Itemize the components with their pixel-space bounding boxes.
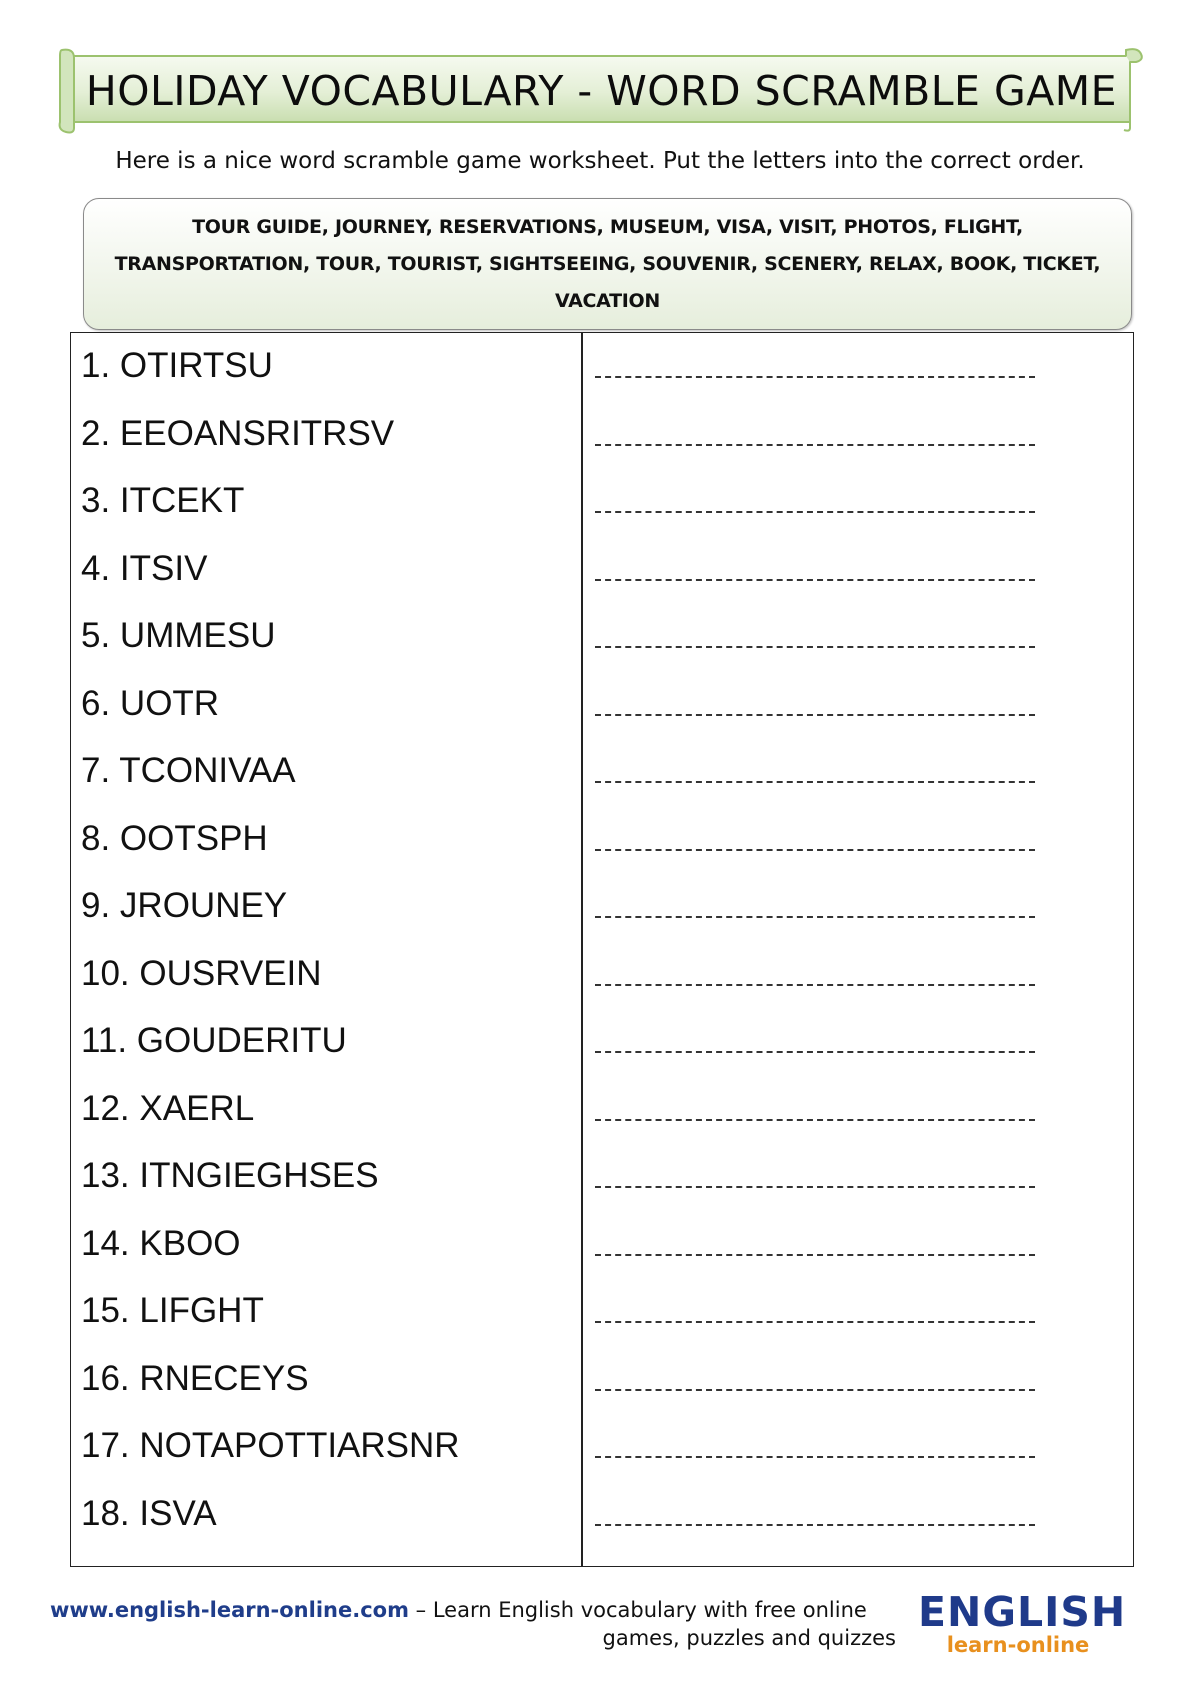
scrambled-word: 11. GOUDERITU	[81, 1021, 347, 1060]
answer-line[interactable]	[595, 1456, 1035, 1458]
answer-line[interactable]	[595, 1389, 1035, 1391]
english-learn-online-logo[interactable]	[918, 1588, 1127, 1660]
scramble-row	[71, 608, 1135, 675]
scramble-row	[71, 1216, 1135, 1283]
answer-line[interactable]	[595, 1051, 1035, 1053]
scramble-row	[71, 676, 1135, 743]
scramble-row	[71, 338, 1135, 405]
scrambled-word: 9. JROUNEY	[81, 886, 288, 925]
answer-line[interactable]	[595, 984, 1035, 986]
scrambled-word: 17. NOTAPOTTIARSNR	[81, 1426, 460, 1465]
scramble-row	[71, 946, 1135, 1013]
answer-line[interactable]	[595, 376, 1035, 378]
word-bank-list: TOUR GUIDE, JOURNEY, RESERVATIONS, MUSEUM, VISA, VISIT, PHOTOS, FLIGHT, TRANSPORTATION, TOUR, TOURIST, SIGHTSEEING, SOUVENIR, SCENERY, RELAX, BOOK, TICKET, VACATION	[114, 215, 1101, 312]
scrambled-word: 1. OTIRTSU	[81, 346, 273, 385]
logo-sub-text: learn-online	[946, 1633, 1090, 1657]
scramble-row	[71, 1013, 1135, 1080]
answer-line[interactable]	[595, 579, 1035, 581]
footer-text	[50, 1596, 900, 1652]
scrambled-word: 13. ITNGIEGHSES	[81, 1156, 379, 1195]
answer-line[interactable]	[595, 849, 1035, 851]
word-bank-box	[83, 198, 1132, 330]
answer-line[interactable]	[595, 1186, 1035, 1188]
scrambled-word: 14. KBOO	[81, 1223, 241, 1263]
footer-url-link[interactable]: www.english-learn-online.com	[50, 1598, 409, 1622]
answer-line[interactable]	[595, 646, 1035, 648]
scrambled-word: 5. UMMESU	[81, 616, 276, 655]
logo-main-text: ENGLISH	[918, 1588, 1127, 1636]
intro-text: Here is a nice word scramble game worksheet. Put the letters into the correct order.	[115, 148, 1085, 174]
scrambled-word: 18. ISVA	[81, 1493, 217, 1533]
answer-line[interactable]	[595, 511, 1035, 513]
scramble-row	[71, 1418, 1135, 1485]
scrambled-word: 7. TCONIVAA	[81, 751, 296, 790]
answer-line[interactable]	[595, 1321, 1035, 1323]
scramble-row	[71, 811, 1135, 878]
scramble-row	[71, 1351, 1135, 1418]
footer-tagline-2: games, puzzles and quizzes	[602, 1626, 896, 1650]
scrambled-word: 2. EEOANSRITRSV	[81, 413, 395, 453]
scramble-row	[71, 1081, 1135, 1148]
scramble-row	[71, 406, 1135, 473]
scramble-row	[71, 1486, 1135, 1553]
scramble-row	[71, 1283, 1135, 1350]
page-title: HOLIDAY VOCABULARY - WORD SCRAMBLE GAME	[85, 67, 1118, 115]
scrambled-word: 16. RNECEYS	[81, 1358, 309, 1398]
scramble-row	[71, 878, 1135, 945]
scramble-row	[71, 743, 1135, 810]
answer-line[interactable]	[595, 444, 1035, 446]
scramble-row	[71, 541, 1135, 608]
answer-line[interactable]	[595, 1524, 1035, 1526]
answer-line[interactable]	[595, 781, 1035, 783]
answer-line[interactable]	[595, 1254, 1035, 1256]
footer-tagline-1: – Learn English vocabulary with free online	[408, 1598, 867, 1622]
scrambled-word: 15. LIFGHT	[81, 1291, 264, 1330]
answer-line[interactable]	[595, 714, 1035, 716]
scrambled-word: 4. ITSIV	[81, 548, 208, 588]
title-banner	[58, 48, 1145, 134]
answer-line[interactable]	[595, 916, 1035, 918]
scramble-table	[70, 332, 1134, 1567]
scramble-row	[71, 473, 1135, 540]
scramble-row	[71, 1148, 1135, 1215]
scrambled-word: 3. ITCEKT	[81, 481, 245, 520]
scrambled-word: 6. UOTR	[81, 683, 220, 723]
scrambled-word: 12. XAERL	[81, 1088, 255, 1128]
scrambled-word: 10. OUSRVEIN	[81, 953, 322, 993]
scrambled-word: 8. OOTSPH	[81, 818, 268, 858]
answer-line[interactable]	[595, 1119, 1035, 1121]
